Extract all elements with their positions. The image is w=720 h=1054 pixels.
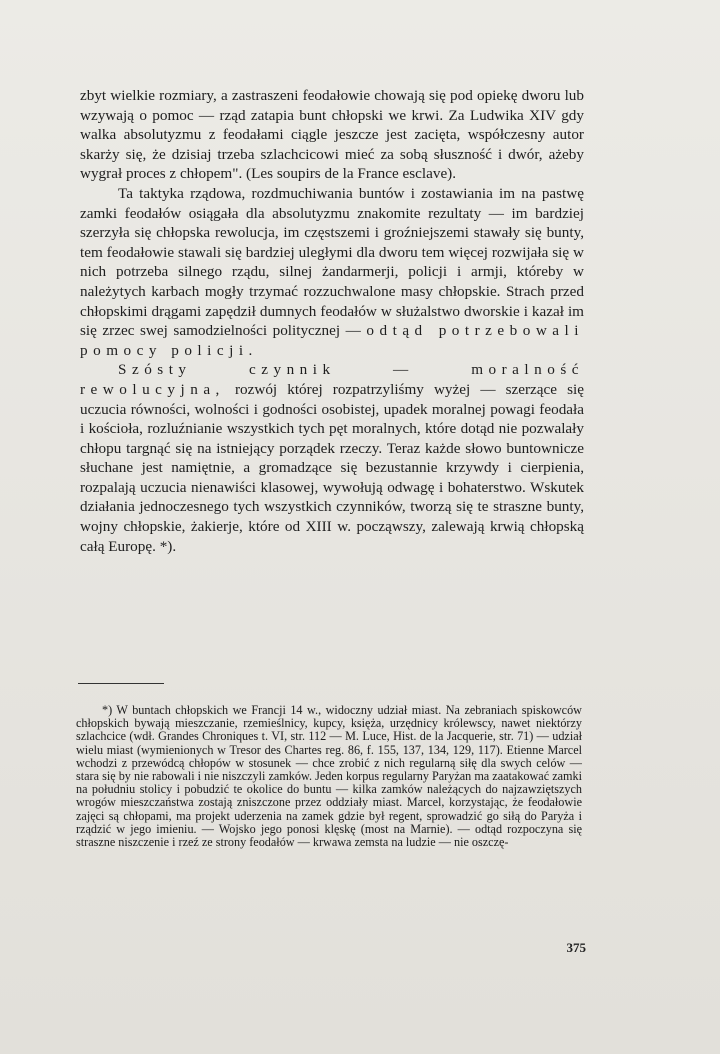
paragraph-2 [80,184,584,360]
spaced-emphasis: odtąd potrzebowali pomocy policji. [80,322,584,359]
paragraph-1: zbyt wielkie rozmiary, a zastraszeni feodałowie chowają się pod opiekę dworu lub wzywają o pomoc — rząd zatapia bunt chłopski we krwi. Za Ludwika XIV gdy walka absolutyzmu z feodałami ciągle jeszcze jest zacięta, współczesny autor skarży się, że dzisiaj trzeba szlachcicowi mieć za sobą słuszność i dwór, ażeby wygrał proces z chłopem". (Les soupirs de la France esclave). [80,87,584,183]
paragraph-3-text: rozwój której rozpatrzyliśmy wyżej — szerzące się uczucia równości, wolności i godności osobistej, upadek moralnej powagi feodała i kościoła, rozluźnianie wszystkich tych pęt moralnych, które dotąd nie pozwalały chłopu targnąć się na istniejący porządek rzeczy. Teraz każde słowo buntownicze słuchane jest namiętnie, a gromadzące się bezustannie krzywdy i cierpienia, rozpalają uczucia nienawiści klasowej, wywołują odwagę i bohaterstwo. Wskutek działania jednoczesnego tych wszystkich czynników, tworzą się te straszne bunty, wojny chłopskie, żakierje, które od XIII w. począwszy, zalewają krwią chłopską całą Europę. *). [80,380,584,555]
footnote-divider [78,683,164,684]
spaced-emphasis: Szósty czynnik — moralność rewolucyjna, [80,361,584,398]
footnote-text: *) W buntach chłopskich we Francji 14 w., widoczny udział miast. Na zebraniach spiskowców chłopskich bywają mieszczanie, rzemieślnicy, kupcy, księża, urzędnicy królewscy, nawet niektórzy szlachcice (wdł. Grandes Chroniques t. VI, str. 112 — M. Luce, Hist. de la Jacquerie, str. 71) — udział wielu miast (wymienionych w Tresor des Chartes reg. 86, f. 155, 137, 134, 129, 117). Etienne Marcel wchodzi z przewódcą chłopów w stosunek — chce zrobić z nich regularną siłę dla swych celów — stara się by nie rabowali i nie niszczyli zamków. Jeden korpus regularny Paryżan ma zaatakować zamki na południu stolicy i pobudzić te okolice do buntu — kilka zamków należących do najzawziętszych wrogów mieszczaństwa zostają zniszczone przez oddziały miast. Marcel, korzystając, że feodałowie zajęci są chłopami, ma projekt uderzenia na zamek gdzie był regent, sprowadzić go siłą do Paryża i rządzić w jego imieniu. — Wojsko jego ponosi klęskę (most na Marnie). — odtąd rozpoczyna się straszne niszczenie i rzeź ze strony feodałów — krwawa zemsta na ludzie — nie oszczę- [76,703,582,850]
paragraph-3 [80,360,584,556]
main-text [80,86,584,556]
paragraph-2-text: Ta taktyka rządowa, rozdmuchiwania buntów i zostawiania im na pastwę zamki feodałów osiągała dla absolutyzmu znakomite rezultaty — im bardziej szerzyła się chłopska rewolucja, im częstszemi i groźniejszemi stawały się bunty, tem feodałowie stawali się bardziej uległymi dla dworu tem więcej rozwijała się w nich potrzeba silnego rządu, silnej żandarmerji, policji i armji, któreby w należytych karbach mogły trzymać rozzuchwalone masy chłopskie. Strach przed chłopskimi drągami zapędził dumnych feodałów w służalstwo dworskie i kazał im się zrzec swej samodzielności politycznej — [80,184,584,340]
footnote [76,704,582,849]
page-number: 375 [566,940,586,955]
